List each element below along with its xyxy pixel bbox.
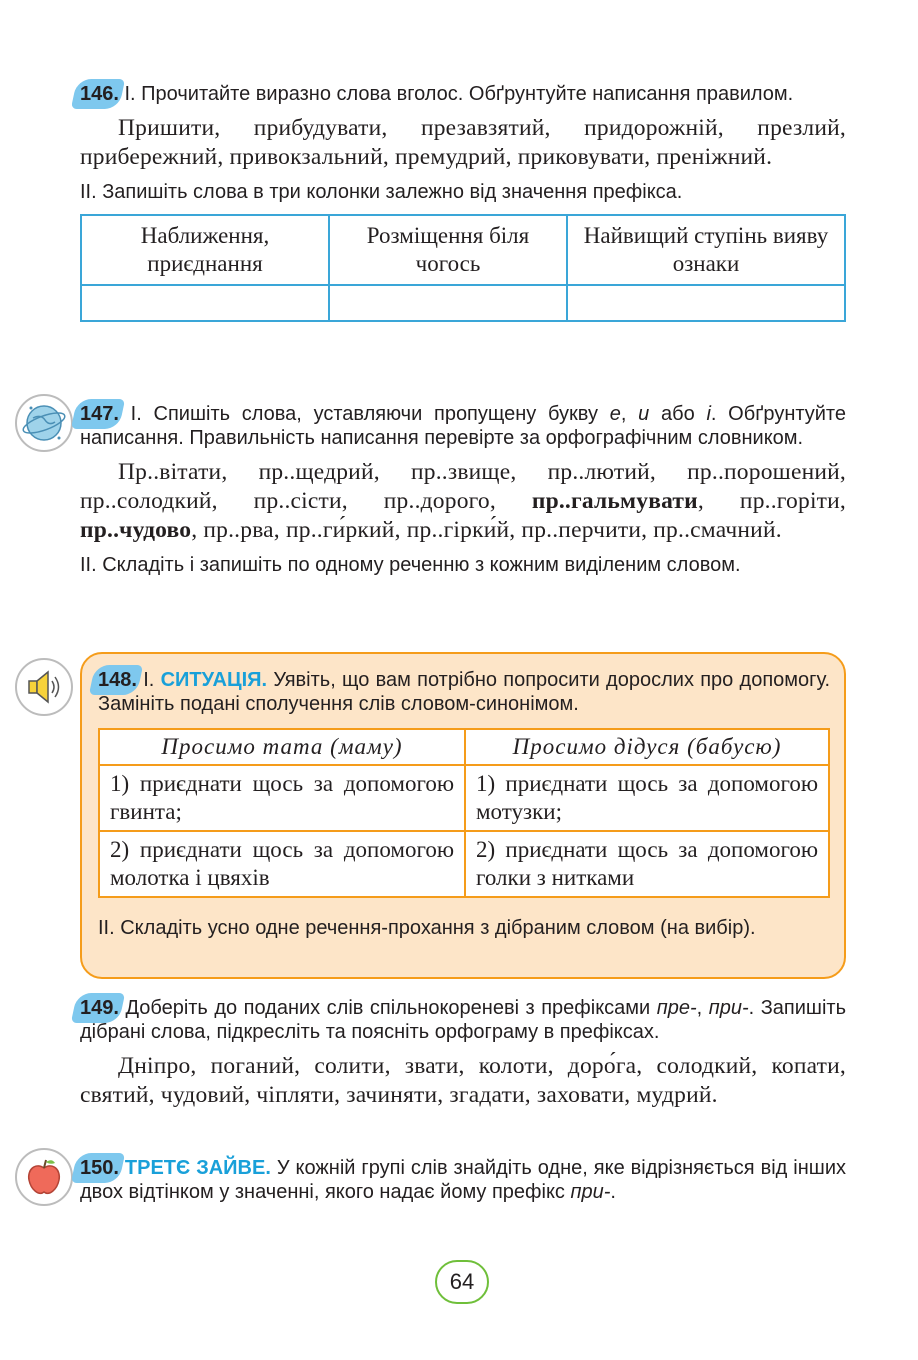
ex146-words: Пришити, прибудувати, презавзятий, придорожній, презлий, прибережний, привокзальний, премудрий, приковувати, преніжний. [80,115,846,170]
table-cell: 2) приєднати щось за допомогою молотка і цвяхів [99,831,465,897]
table-cell: 2) приєднати щось за допомогою голки з нитками [465,831,829,897]
exercise-number: 148. [98,669,137,691]
table-cell: 1) приєднати щось за допомогою мотузки; [465,765,829,831]
table-header: Просимо тата (маму) [99,729,465,765]
ex147-words: Пр..вітати, пр..щедрий, пр..звище, пр..лютий, пр..порошений, пр..солодкий, пр..сісти, пр..дорого, пр..гальмувати, пр..горіти, пр..чудово, пр..рва, пр..ги́ркий, пр..гірки́й, пр..перчити, пр..смачний. [80,459,846,543]
page-number: 64 [435,1260,489,1304]
table-cell [567,285,845,321]
exercise-147 [80,402,846,577]
table-cell [329,285,567,321]
exercise-149 [80,996,846,1110]
table-header: Наближення, приєднання [81,215,329,285]
ex149-instruction: 149. Доберіть до поданих слів спільнокореневі з префіксами пре-, при-. Запишіть дібрані слова, підкресліть та поясніть орфограму в префіксах. [80,997,846,1043]
globe-icon [15,394,73,452]
ex148-instruction-2: ІІ. Складіть усно одне речення-прохання з дібраним словом (на вибір). [98,917,756,939]
apple-icon [15,1148,73,1206]
exercise-number: 149. [80,997,119,1019]
ex148-table [98,728,830,898]
table-header: Розміщення біля чогось [329,215,567,285]
speaker-icon [15,658,73,716]
table-header: Просимо дідуся (бабусю) [465,729,829,765]
situation-title: СИТУАЦІЯ. [160,669,268,691]
ex146-table [80,214,846,322]
exercise-number: 147. [80,403,119,425]
ex146-instruction-2: ІІ. Запишіть слова в три колонки залежно від значення префікса. [80,181,683,203]
exercise-146 [80,82,846,322]
ex150-instruction: 150. ТРЕТЄ ЗАЙВЕ. У кожній групі слів знайдіть одне, яке відрізняється від інших двох відтінком у значенні, якого надає йому префікс при-. [80,1157,846,1203]
exercise-148-box [80,652,846,979]
table-cell [81,285,329,321]
ex149-words: Дніпро, поганий, солити, звати, колоти, доро́га, солодкий, копати, святий, чудовий, чіпляти, зачиняти, згадати, заховати, мудрий. [80,1053,846,1108]
ex146-instruction-1: 146. І. Прочитайте виразно слова вголос. Обґрунтуйте написання правилом. [80,83,794,105]
exercise-number: 146. [80,83,119,105]
table-header: Найвищий ступінь вияву ознаки [567,215,845,285]
third-extra-title: ТРЕТЄ ЗАЙВЕ. [124,1157,271,1179]
ex147-instruction-2: ІІ. Складіть і запишіть по одному реченню з кожним виділеним словом. [80,554,741,576]
ex148-instruction-1: 148. І. СИТУАЦІЯ. Уявіть, що вам потрібно попросити дорослих про допомогу. Замініть подані сполучення слів словом-синонімом. [98,669,830,715]
exercise-150 [80,1156,846,1204]
exercise-number: 150. [80,1157,119,1179]
table-cell: 1) приєднати щось за допомогою гвинта; [99,765,465,831]
ex147-instruction-1: 147. І. Спишіть слова, уставляючи пропущену букву е, и або і. Обґрунтуйте написання. Правильність написання перевірте за орфографічним словником. [80,403,846,449]
